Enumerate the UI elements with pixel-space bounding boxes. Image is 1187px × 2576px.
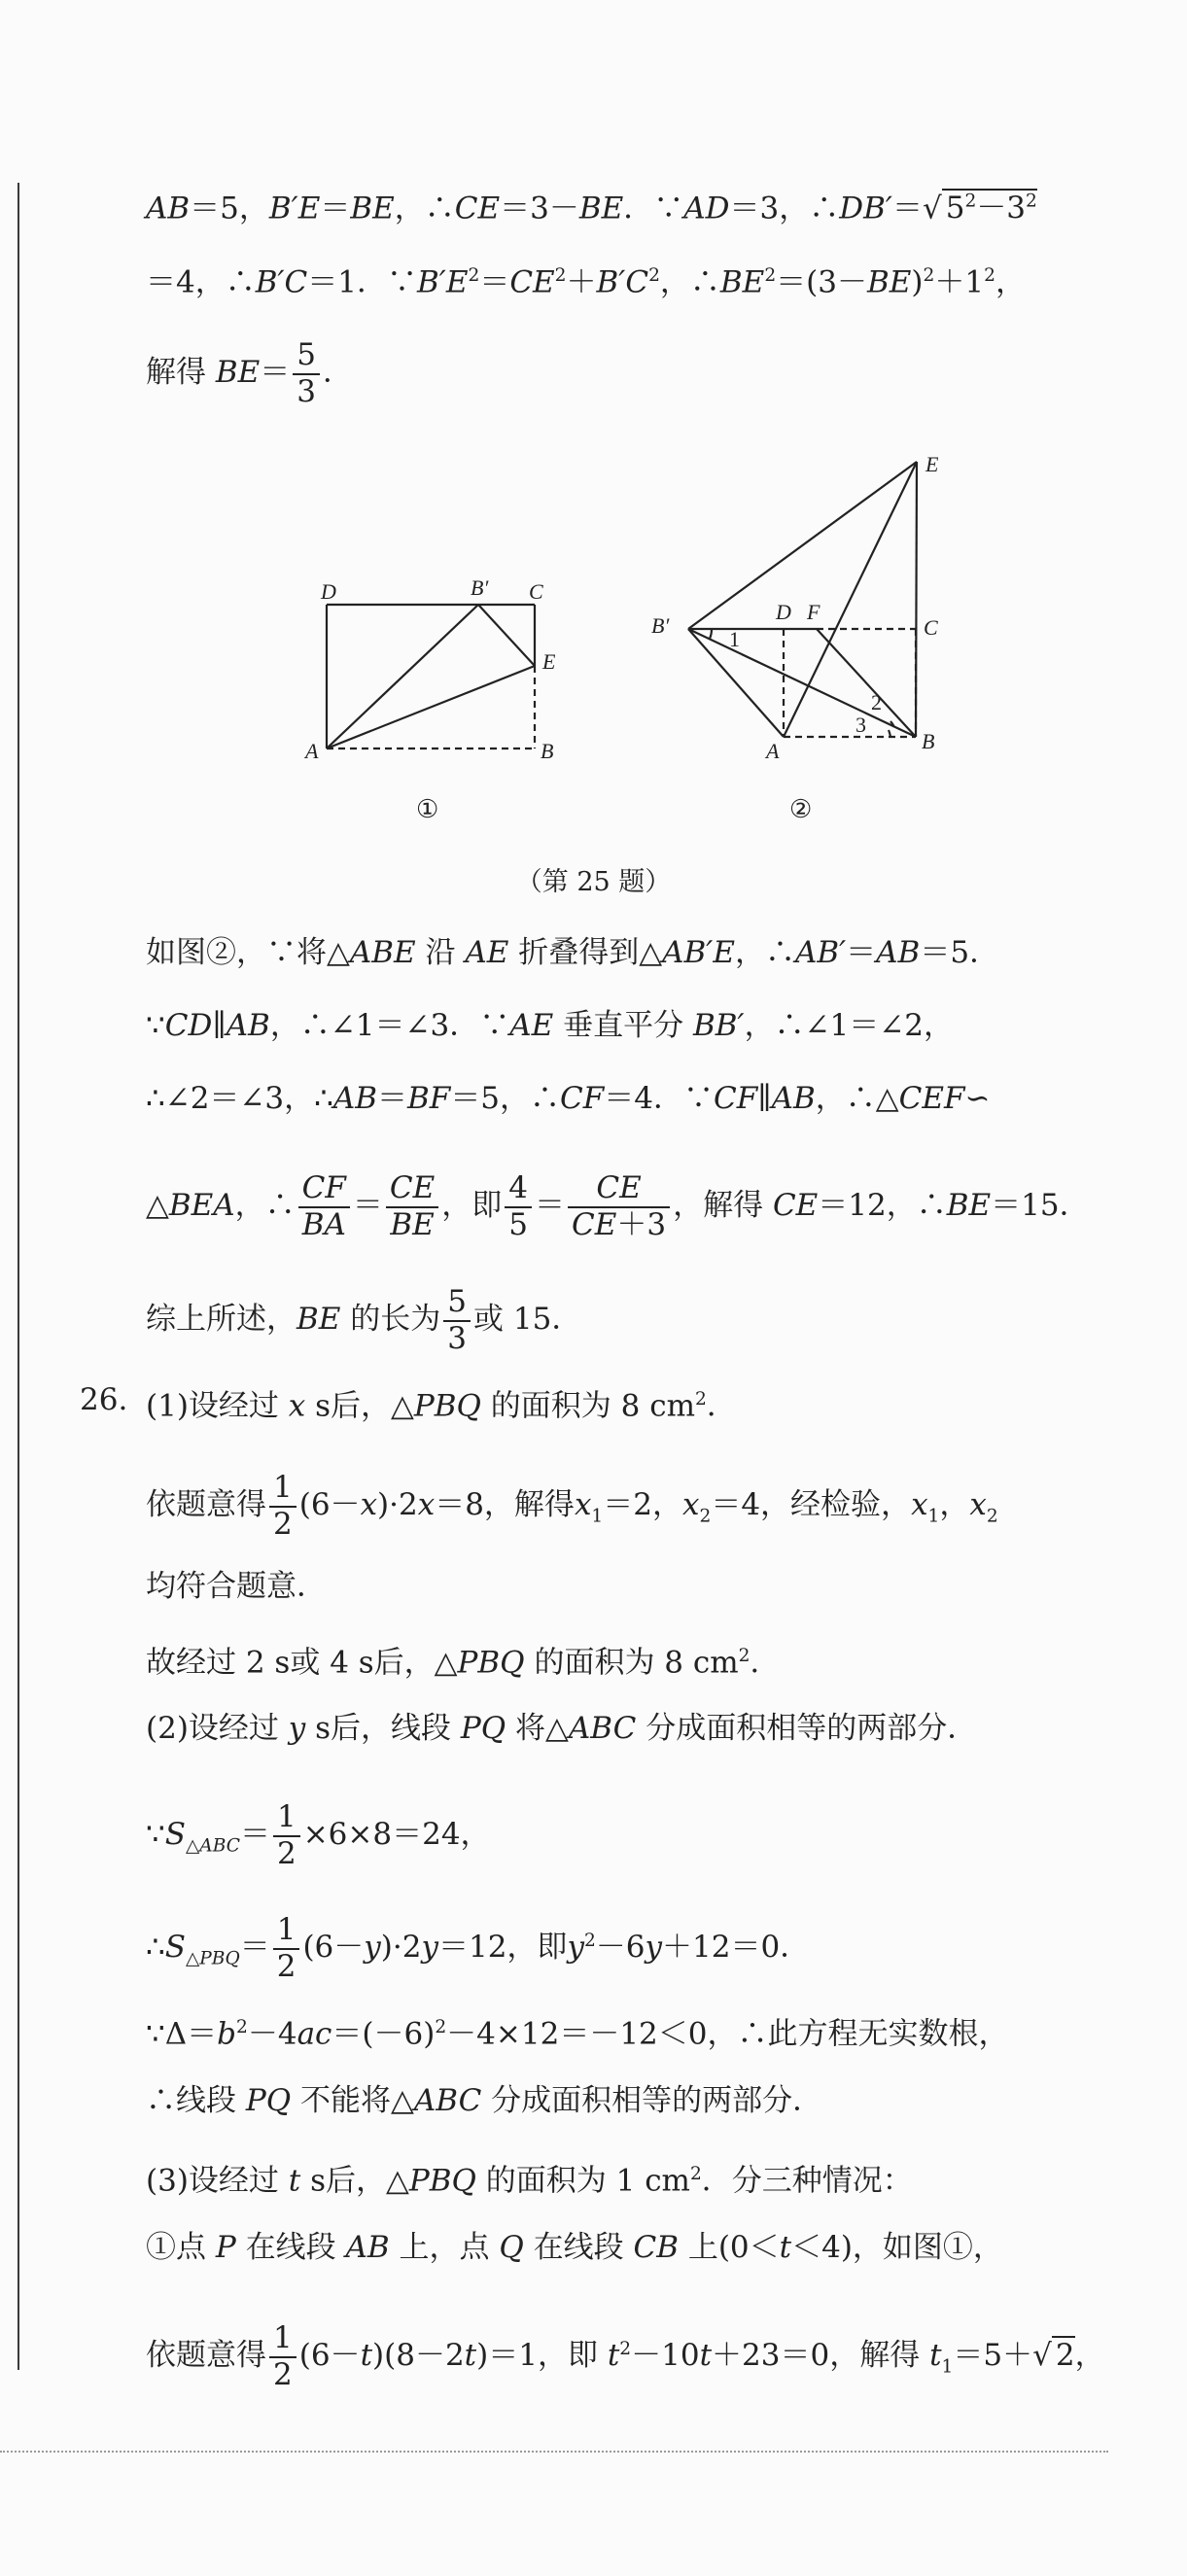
solution-26-p4: 故经过 2 s或 4 s后，△PBQ 的面积为 8 $cm^2$． xyxy=(146,1645,781,1681)
figure-1 xyxy=(292,564,583,778)
solution-26-p9: ∴线段 PQ 不能将△ABC 分成面积相等的两部分． xyxy=(146,2083,823,2118)
fig2-angle-2: 2 xyxy=(871,690,882,714)
fig2-label-d: D xyxy=(776,600,791,624)
fig1-label-b: B xyxy=(541,739,554,763)
solution-25-line-2: ＝4，∴B′C＝1．$\because B'E^2=CE^2+B'C^2$，$\therefore BE^2=(3-BE)^2+1^2$， xyxy=(146,264,1026,300)
solution-26-p7: $\therefore S_{\triangle PBQ}=$ $\frac{1}{2}$ (6－y)·2y＝12，即$y^2-6y+12=0$． xyxy=(146,1912,811,1984)
solution-26-p2: 依题意得 $\frac{1}{2}$ (6－x)·2x＝8，解得$x_1=2$，$x_2=4$，经检验，$x_1$，$x_2$ xyxy=(146,1470,998,1542)
solution-26-p3: 均符合题意． xyxy=(146,1569,327,1604)
fig2-label-e: E xyxy=(925,452,939,476)
fig2-angle-1: 1 xyxy=(729,627,740,651)
problem-26-number: 26. xyxy=(80,1382,128,1417)
fig2-label-a: A xyxy=(766,739,780,763)
solution-26-p10: (3)设经过 t s后，△PBQ 的面积为 1 $cm^2$．分三种情况： xyxy=(146,2163,913,2199)
fig2-label-b: B xyxy=(922,729,935,753)
fig1-label-a: A xyxy=(305,739,319,763)
solution-25-line-8: 综上所述，BE 的长为 $\frac{5}{3}$ 或 15． xyxy=(146,1284,582,1356)
solution-25-line-7: △BEA，∴ $\frac{CF}{BA}$ ＝ $\frac{CE}{BE}$ ，即 $\frac{4}{5}$ ＝ $\frac{CE}{CE+3}$ ，解得 CE＝12，∴BE＝15． xyxy=(146,1170,1090,1242)
figure-2-label: ② xyxy=(789,795,813,824)
fig1-label-c: C xyxy=(529,579,543,604)
solution-25-line-4: 如图②，∵将△ABE 沿 AE 折叠得到△AB′E，∴AB′＝AB＝5． xyxy=(146,935,1000,970)
fig2-angle-3: 3 xyxy=(855,713,866,737)
fig1-label-b-prime: B′ xyxy=(471,575,489,600)
fig1-label-e: E xyxy=(542,649,556,674)
solution-26-p6: $\because S_{\triangle ABC}=$ $\frac{1}{2}$ ×6×8＝24， xyxy=(146,1799,491,1871)
bottom-dotted-rule xyxy=(0,2451,1108,2453)
figure-caption: （第 25 题） xyxy=(515,867,672,897)
fig2-label-f: F xyxy=(807,600,820,624)
solution-26-p11: ①点 P 在线段 AB 上，点 Q 在线段 CB 上(0＜t＜4)，如图①， xyxy=(146,2230,1003,2265)
fig2-label-b-prime: B′ xyxy=(651,613,670,638)
fig1-label-d: D xyxy=(321,579,336,604)
solution-26-p1: (1)设经过 x s后，△PBQ 的面积为 8 $cm^2$． xyxy=(146,1388,737,1424)
solution-25-line-6: ∴∠2＝∠3，∴AB＝BF＝5，∴CF＝4．∵CF∥AB，∴△CEF∽ xyxy=(146,1081,991,1116)
solution-26-p5: (2)设经过 y s后，线段 PQ 将△ABC 分成面积相等的两部分． xyxy=(146,1711,978,1746)
margin-rule xyxy=(17,183,19,2370)
solution-25-line-3: 解得 BE＝ $\frac{5}{3}$ ． xyxy=(146,337,354,409)
figure-1-label: ① xyxy=(416,795,439,824)
solution-26-p12: 依题意得 $\frac{1}{2}$ (6－t)(8－2t)＝1，即 $t^2-10t+23=0$，解得 $t_1=5+√$ 2， xyxy=(146,2320,1105,2392)
fig2-label-c: C xyxy=(924,615,938,640)
solution-25-line-5: ∵CD∥AB，∴∠1＝∠3．∵AE 垂直平分 BB′，∴∠1＝∠2， xyxy=(146,1008,954,1043)
solution-25-line-1: AB＝5，B′E＝BE，∴CE＝3－BE．∵AD＝3，∴DB′＝√ $5^2-3^2$ xyxy=(146,191,1037,226)
solution-26-p8: $\because\Delta=b^2-4ac=(-6)^2-4\times 12=-12<0$，∴此方程无实数根， xyxy=(146,2016,1009,2052)
figure-2 xyxy=(651,442,972,778)
